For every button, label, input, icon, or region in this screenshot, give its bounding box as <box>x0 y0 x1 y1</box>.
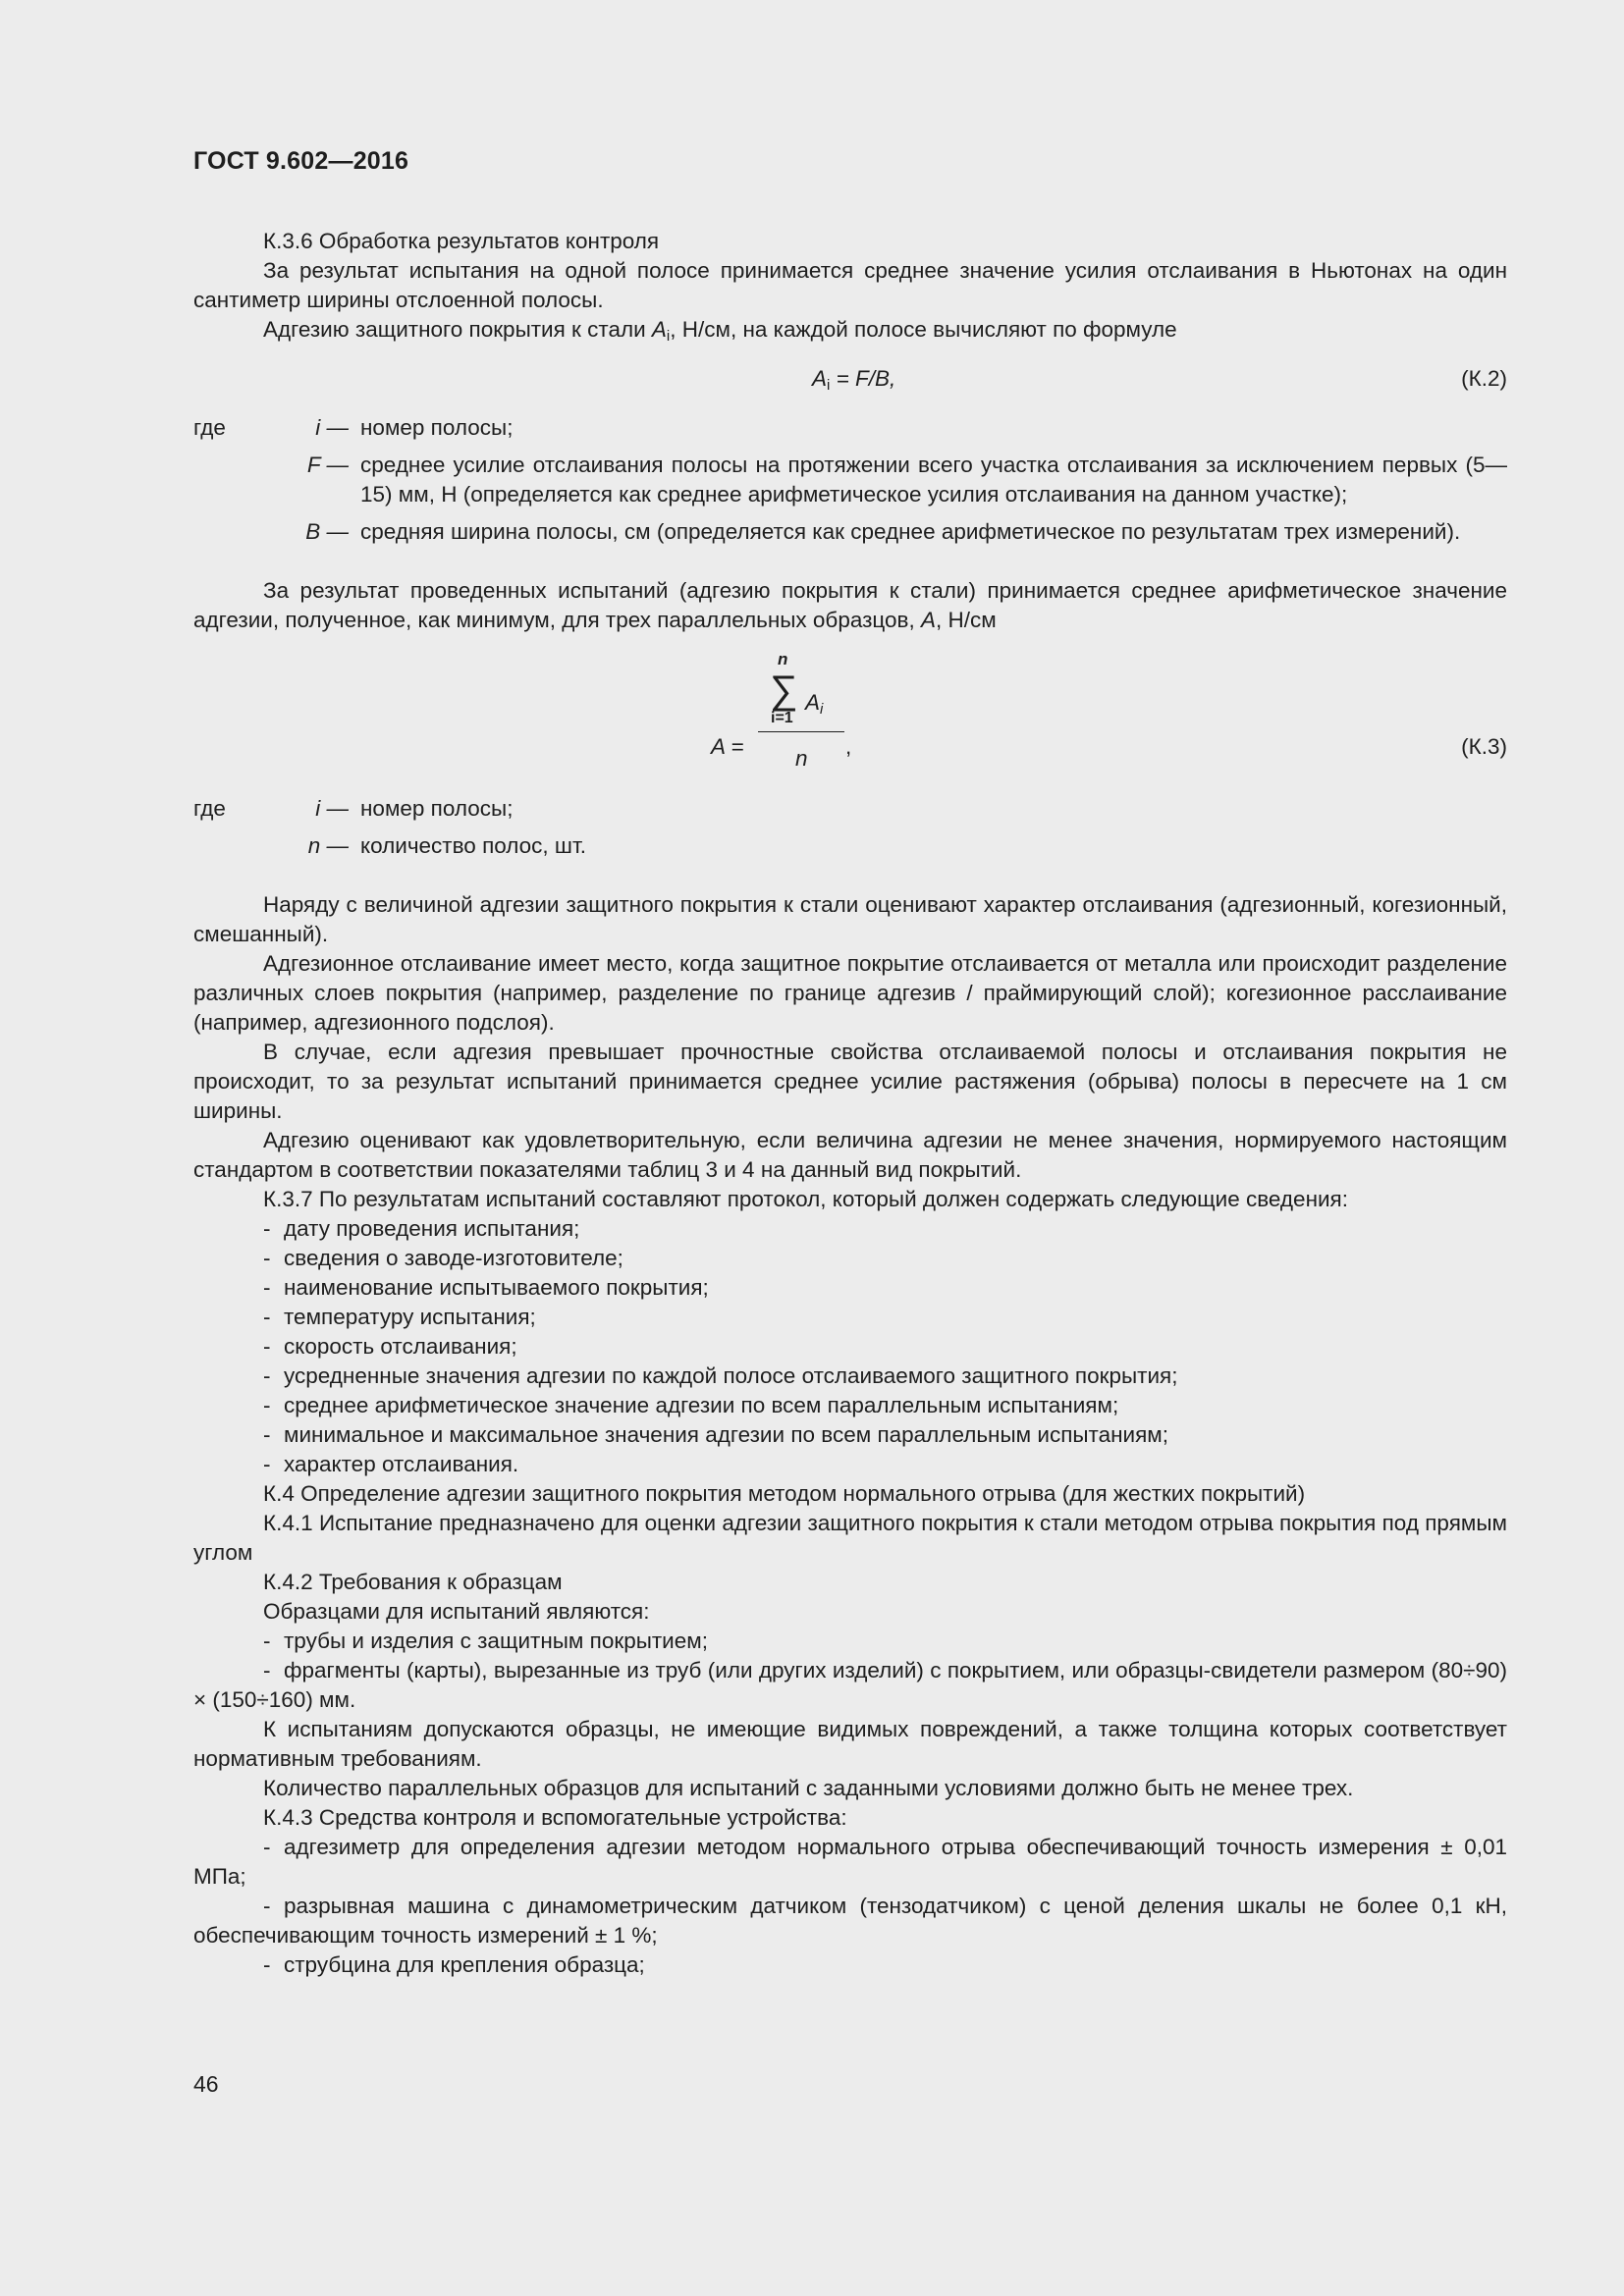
page-content <box>193 227 1507 1980</box>
where-symbol: n — <box>307 833 349 858</box>
sum-upper-limit: n <box>778 650 788 668</box>
list-item: - температуру испытания; <box>263 1305 536 1329</box>
section-heading-k4: К.4 Определение адгезии защитного покрытия методом нормального отрыва (для жестких покрытий) <box>263 1481 1306 1506</box>
where-block-1 <box>193 413 1507 547</box>
paragraph: К испытаниям допускаются образцы, не имеющие видимых повреждений, а также толщина которых соответствует нормативным требованиям. <box>193 1717 1507 1771</box>
where-symbol: F — <box>306 453 349 477</box>
where-symbol: B — <box>305 519 349 544</box>
formula-expression <box>812 364 895 394</box>
list-item: - наименование испытываемого покрытия; <box>263 1275 709 1300</box>
formula-number: (К.3) <box>1461 734 1507 759</box>
section-heading-k37: К.3.7 По результатам испытаний составляют протокол, который должен содержать следующие сведения: <box>263 1187 1348 1211</box>
formula-rhs: = F/B, <box>830 366 896 391</box>
section-heading-k42: К.4.2 Требования к образцам <box>263 1570 563 1594</box>
where-definition: номер полосы; <box>360 796 514 821</box>
list-item: - струбцина для крепления образца; <box>263 1952 645 1977</box>
paragraph: Адгезию оценивают как удовлетворительную, если величина адгезии не менее значения, нормируемого настоящим стандартом в соответствии показателями таблиц 3 и 4 на данный вид покрытий. <box>193 1128 1507 1182</box>
formula-k3 <box>193 651 1507 788</box>
fraction <box>758 651 846 778</box>
fraction-bar <box>758 731 844 732</box>
formula-lhs: A = <box>711 734 744 759</box>
where-definition: среднее усилие отслаивания полосы на протяжении всего участка отслаивания за исключением первых (5—15) мм, Н (определяется как среднее арифметическое усилия отслаивания на данном участке); <box>360 453 1507 507</box>
formula-k2 <box>193 354 1507 403</box>
paragraph: В случае, если адгезия превышает прочностные свойства отслаиваемой полосы и отслаивания покрытия не происходит, то за результат испытаний принимается среднее усилие растяжения (обрыва) полосы в пересчете на 1 см ширины. <box>193 1040 1507 1123</box>
formula-subscript: i <box>827 377 831 394</box>
section-heading-k43: К.4.3 Средства контроля и вспомогательные устройства: <box>263 1805 847 1830</box>
text: Адгезию защитного покрытия к стали <box>263 317 652 342</box>
sum-sign: ∑ <box>770 668 798 712</box>
list-item: - разрывная машина с динамометрическим датчиком (тензодатчиком) с ценой деления шкалы не более 0,1 кН, обеспечивающим точность измерений ± 1 %; <box>193 1894 1507 1948</box>
list-item: - характер отслаивания. <box>263 1452 519 1476</box>
denominator: n <box>795 746 808 771</box>
list-item: - фрагменты (карты), вырезанные из труб (или других изделий) с покрытием, или образцы-свидетели размером (80÷90) × (150÷160) мм. <box>193 1658 1507 1712</box>
list-item: - усредненные значения адгезии по каждой полосе отслаиваемого защитного покрытия; <box>263 1363 1178 1388</box>
where-label: где <box>193 796 226 821</box>
list-item: - сведения о заводе-изготовителе; <box>263 1246 623 1270</box>
where-symbol: i — <box>315 415 349 440</box>
paragraph: За результат испытания на одной полосе принимается среднее значение усилия отслаивания в Ньютонах на один сантиметр ширины отслоенной полосы. <box>193 258 1507 312</box>
where-label: где <box>193 415 226 440</box>
document-header: ГОСТ 9.602—2016 <box>193 147 409 175</box>
symbol: A <box>921 608 937 632</box>
paragraph: За результат проведенных испытаний (адгезию покрытия к стали) принимается среднее арифметическое значение адгезии, полученное, как минимум, для трех параллельных образцов, A, Н/см <box>193 578 1507 632</box>
formula-comma: , <box>845 734 852 759</box>
text: , Н/см, на каждой полосе вычисляют по формуле <box>670 317 1177 342</box>
list-item: - трубы и изделия с защитным покрытием; <box>263 1629 708 1653</box>
paragraph: Наряду с величиной адгезии защитного покрытия к стали оценивают характер отслаивания (адгезионный, когезионный, смешанный). <box>193 892 1507 946</box>
where-block-2 <box>193 794 1507 861</box>
where-definition: средняя ширина полосы, см (определяется как среднее арифметическое по результатам трех измерений). <box>360 519 1461 544</box>
symbol: A <box>651 317 667 342</box>
sum-lower-limit: i=1 <box>771 710 793 726</box>
where-symbol: i — <box>315 796 349 821</box>
formula-number: (К.2) <box>1461 366 1507 391</box>
paragraph: Образцами для испытаний являются: <box>263 1599 650 1624</box>
list-item: - минимальное и максимальное значения адгезии по всем параллельным испытаниям; <box>263 1422 1169 1447</box>
list-item: - адгезиметр для определения адгезии методом нормального отрыва обеспечивающий точность измерения ± 0,01 МПа; <box>193 1835 1507 1889</box>
formula-lhs: A <box>812 366 828 391</box>
sum-term: $A_i$ <box>805 690 824 718</box>
list-item: - скорость отслаивания; <box>263 1334 517 1359</box>
paragraph: Количество параллельных образцов для испытаний с заданными условиями должно быть не менее трех. <box>263 1776 1354 1800</box>
paragraph-formula-intro <box>193 315 1507 345</box>
paragraph: Адгезионное отслаивание имеет место, когда защитное покрытие отслаивается от металла или происходит разделение различных слоев покрытия (например, разделение по границе адгезив / праймирующий слой); когезионное расслаивание (например, адгезионного подслоя). <box>193 951 1507 1035</box>
page-number: 46 <box>193 2071 219 2097</box>
list-item: - среднее арифметическое значение адгезии по всем параллельным испытаниям; <box>263 1393 1119 1417</box>
subscript: i <box>666 328 671 345</box>
list-item: - дату проведения испытания; <box>263 1216 580 1241</box>
section-heading-k36: К.3.6 Обработка результатов контроля <box>263 229 660 253</box>
where-definition: количество полос, шт. <box>360 833 587 858</box>
where-definition: номер полосы; <box>360 415 514 440</box>
paragraph: К.4.1 Испытание предназначено для оценки адгезии защитного покрытия к стали методом отрыва покрытия под прямым углом <box>193 1511 1507 1565</box>
